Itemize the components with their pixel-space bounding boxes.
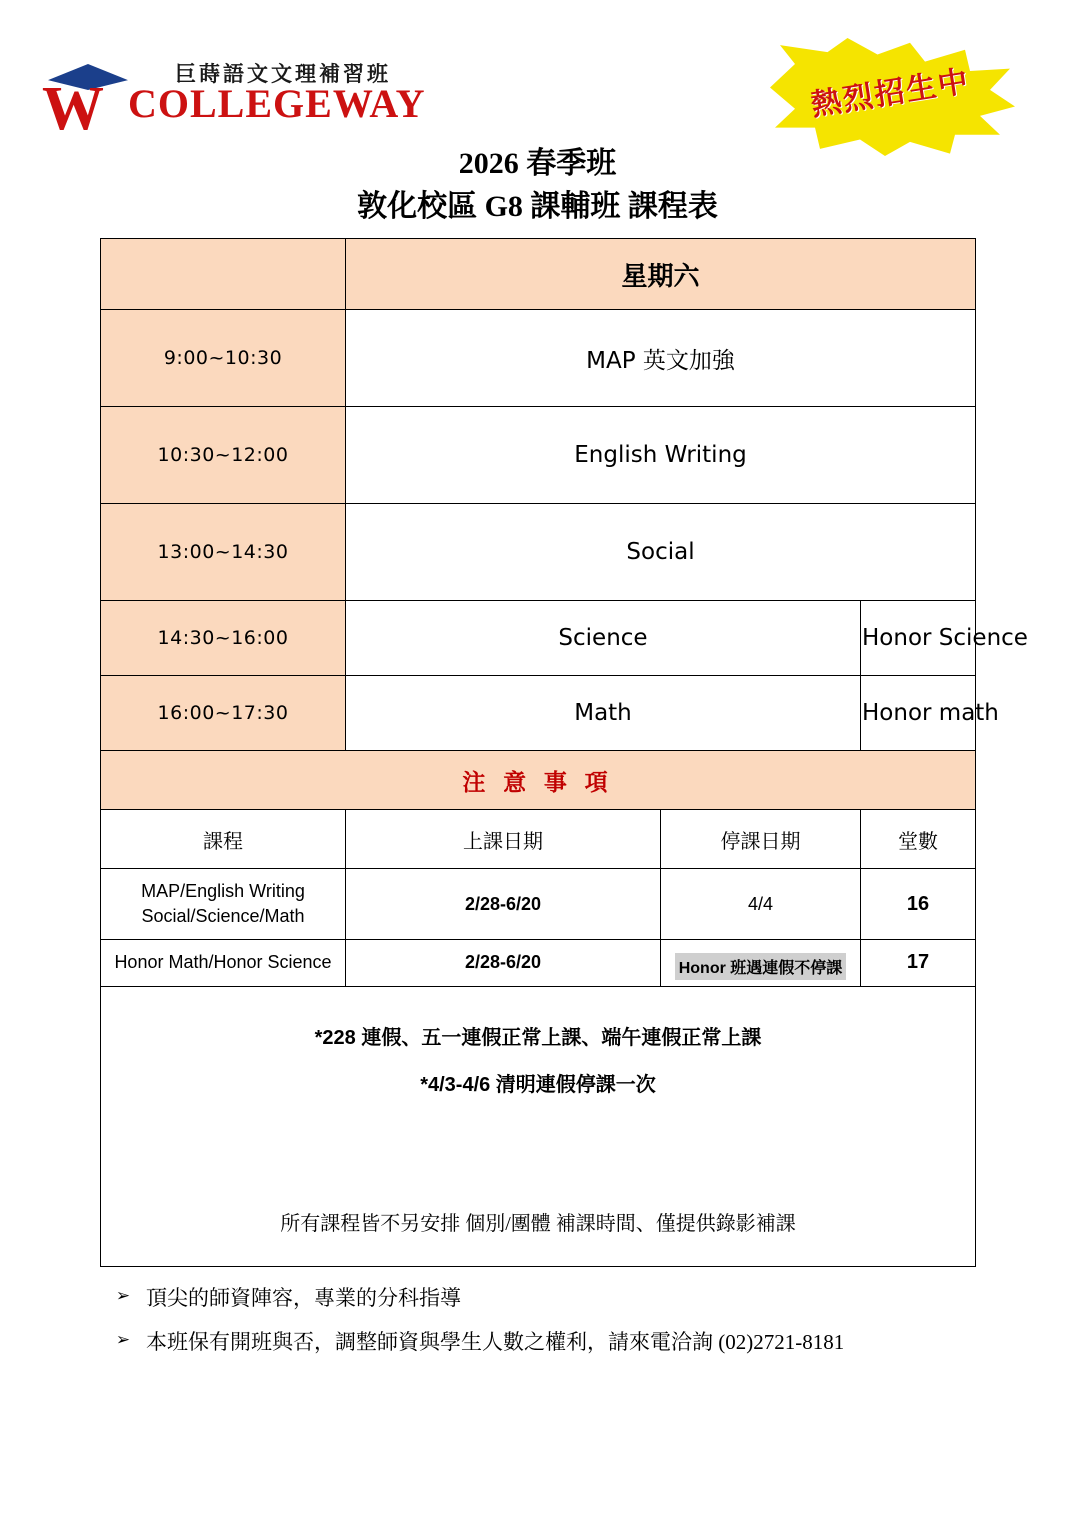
- course-5b: Honor math: [861, 676, 976, 751]
- time-slot-2: 10:30~12:00: [101, 407, 346, 504]
- time-slot-5: 16:00~17:30: [101, 676, 346, 751]
- table-row-notice-header: [101, 751, 976, 810]
- table-row: [101, 676, 976, 751]
- course-5a: Math: [346, 676, 861, 751]
- notice-row2-off: [661, 940, 861, 986]
- notice-col-off: 停課日期: [661, 810, 861, 869]
- note-line-1: *228 連假、五一連假正常上課、端午連假正常上課: [314, 1026, 762, 1049]
- page-title-line2: 敦化校區 G8 課輔班 課程表: [357, 190, 718, 223]
- time-slot-4: 14:30~16:00: [101, 601, 346, 676]
- notes-cell: [101, 986, 976, 1266]
- notice-row1-course-line2: Social/Science/Math: [141, 906, 305, 927]
- schedule-table: [100, 238, 1028, 1267]
- list-item: [100, 1283, 975, 1313]
- corner-cell: [101, 239, 346, 310]
- notice-row1-course-line1: MAP/English Writing: [141, 881, 305, 901]
- course-4b: Honor Science: [861, 601, 976, 676]
- enrollment-badge: [765, 38, 1015, 156]
- course-4a: Science: [346, 601, 861, 676]
- notice-row2-sessions: 17: [861, 940, 976, 986]
- notice-col-sessions: 堂數: [861, 810, 976, 869]
- table-row: [101, 601, 976, 676]
- notice-col-start: 上課日期: [346, 810, 661, 869]
- notice-row1-off: 4/4: [661, 869, 861, 940]
- arrow-bullet-icon: ➢: [115, 1285, 131, 1305]
- notice-row2-dates: 2/28-6/20: [346, 940, 661, 986]
- header: [42, 0, 975, 143]
- note-makeup-policy: 所有課程皆不另安排 個別/團體 補課時間、僅提供錄影補課: [280, 1212, 796, 1235]
- graduation-cap-icon: [40, 64, 132, 143]
- table-row: [101, 310, 976, 407]
- notice-row2-off-highlight: Honor 班遇連假不停課: [675, 953, 847, 980]
- page-title-line1: 2026 春季班: [458, 147, 617, 180]
- brand-english-name: COLLEGEWAY: [128, 81, 426, 126]
- course-3: Social: [346, 504, 976, 601]
- enrollment-badge-text: 熱烈招生中: [808, 64, 973, 123]
- course-2: English Writing: [346, 407, 976, 504]
- table-row-notice-columns: [101, 810, 976, 869]
- list-item: [100, 1327, 975, 1357]
- day-header: 星期六: [346, 239, 976, 310]
- notice-row1-dates: 2/28-6/20: [346, 869, 661, 940]
- time-slot-3: 13:00~14:30: [101, 504, 346, 601]
- footer-bullets: [100, 1283, 975, 1358]
- table-row-notes: [101, 986, 976, 1266]
- table-row: [101, 407, 976, 504]
- table-row-day-header: [101, 239, 976, 310]
- notice-row1-sessions: 16: [861, 869, 976, 940]
- brand-chinese-name: 巨蒔語文文理補習班: [175, 62, 391, 86]
- course-1: MAP 英文加強: [346, 310, 976, 407]
- table-row: [101, 869, 976, 940]
- table-row: [101, 940, 976, 986]
- notice-header: 注 意 事 項: [101, 751, 976, 810]
- notice-col-course: 課程: [101, 810, 346, 869]
- notice-row2-course: Honor Math/Honor Science: [101, 940, 346, 986]
- brand-logo: [40, 58, 440, 158]
- arrow-bullet-icon: ➢: [115, 1330, 131, 1349]
- note-line-2: *4/3-4/6 清明連假停課一次: [420, 1073, 656, 1096]
- notice-row1-course: [101, 869, 346, 940]
- table-row: [101, 504, 976, 601]
- time-slot-1: 9:00~10:30: [101, 310, 346, 407]
- logo-letter: W: [42, 75, 104, 143]
- bullet-text-2: 本班保有開班與否，調整師資與學生人數之權利，請來電洽詢 (02)2721-8181: [146, 1330, 845, 1354]
- bullet-text-1: 頂尖的師資陣容，專業的分科指導: [146, 1285, 461, 1310]
